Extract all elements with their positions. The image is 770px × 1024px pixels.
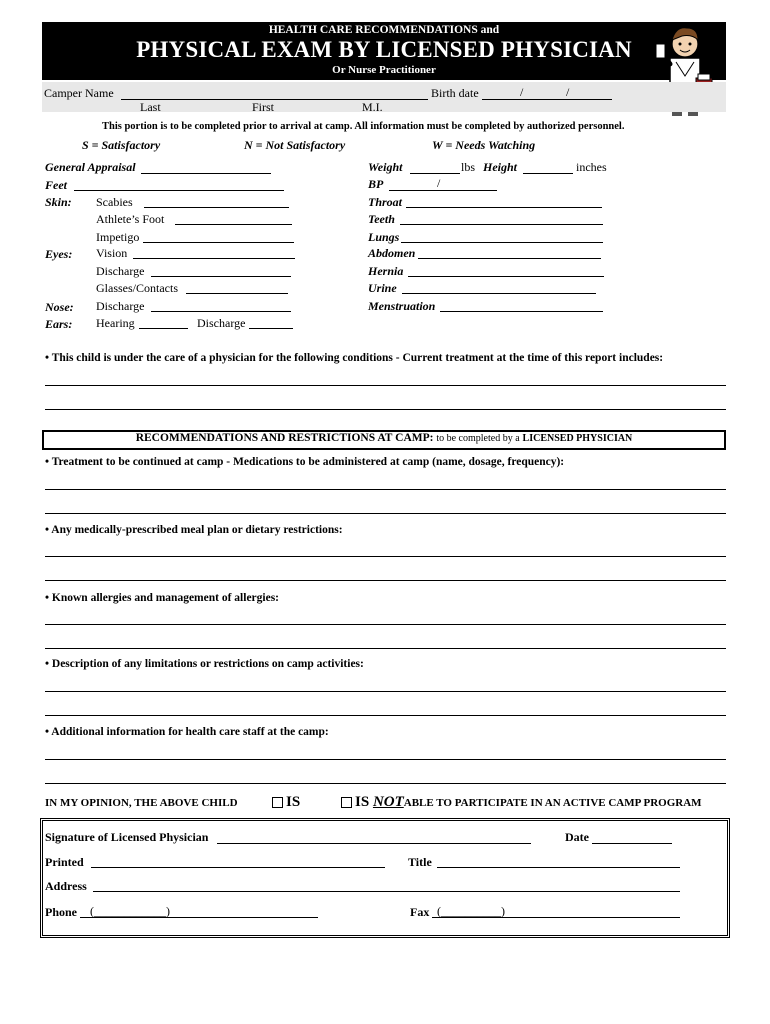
recommendations-label: RECOMMENDATIONS AND RESTRICTIONS AT CAMP: — [135, 432, 434, 444]
glasses-contacts-label: Glasses/Contacts — [96, 281, 178, 295]
hearing-field[interactable] — [139, 328, 188, 329]
opinion-is-option[interactable] — [272, 794, 300, 811]
fax-area-code: (__________) — [437, 904, 505, 918]
legend-needs-watching: W = Needs Watching — [432, 138, 536, 152]
hearing-label: Hearing — [96, 316, 135, 330]
scabies-label: Scabies — [96, 195, 133, 209]
medications-line-1[interactable] — [45, 489, 726, 490]
eyes-label: Eyes: — [45, 247, 73, 261]
teeth-field[interactable] — [400, 224, 603, 225]
weight-field[interactable] — [410, 173, 460, 174]
scabies-field[interactable] — [144, 207, 289, 208]
form-title: PHYSICAL EXAM BY LICENSED PHYSICIAN — [136, 37, 632, 62]
hernia-label: Hernia — [368, 264, 404, 278]
bp-label: BP — [368, 177, 384, 191]
birth-date-field[interactable] — [482, 99, 612, 100]
bp-slash: / — [437, 176, 441, 190]
nose-discharge-field[interactable] — [151, 311, 291, 312]
phone-field[interactable] — [80, 917, 318, 918]
birth-date-slash-2: / — [566, 85, 570, 99]
care-answer-line-2[interactable] — [45, 409, 726, 410]
limitations-line-2[interactable] — [45, 715, 726, 716]
throat-label: Throat — [368, 195, 403, 209]
eye-discharge-label: Discharge — [96, 264, 145, 278]
teeth-label: Teeth — [368, 212, 395, 226]
title-field[interactable] — [437, 867, 680, 868]
diet-line-2[interactable] — [45, 580, 726, 581]
feet-label: Feet — [45, 178, 67, 192]
lungs-label: Lungs — [368, 230, 400, 244]
limitations-line-1[interactable] — [45, 691, 726, 692]
first-label: First — [252, 100, 275, 114]
last-label: Last — [140, 100, 161, 114]
impetigo-field[interactable] — [143, 242, 294, 243]
opinion-rest: ABLE TO PARTICIPATE IN AN ACTIVE CAMP PROGRAM — [403, 797, 702, 809]
mi-label: M.I. — [362, 100, 383, 114]
date-label: Date — [565, 830, 589, 844]
birth-date-slash-1: / — [520, 85, 524, 99]
recommendations-note: to be completed by a — [436, 433, 520, 444]
header-top-line: HEALTH CARE RECOMMENDATIONS and — [268, 24, 500, 36]
allergies-line-1[interactable] — [45, 624, 726, 625]
vision-field[interactable] — [133, 258, 295, 259]
recommendations-who: LICENSED PHYSICIAN — [522, 433, 633, 444]
fax-label: Fax — [410, 905, 430, 919]
form-header — [42, 22, 726, 80]
bp-field[interactable] — [389, 190, 497, 191]
question-additional: • Additional information for health care staff at the camp: — [45, 726, 329, 738]
phone-area-code: (____________) — [90, 904, 170, 918]
title-label: Title — [408, 855, 432, 869]
care-question: • This child is under the care of a physician for the following conditions - Current treatment at the time of this report includes: — [45, 352, 664, 364]
address-field[interactable] — [93, 891, 680, 892]
address-label: Address — [45, 879, 87, 893]
fax-field[interactable] — [432, 917, 680, 918]
form-subtitle: Or Nurse Practitioner — [332, 64, 436, 76]
menstruation-field[interactable] — [440, 311, 603, 312]
is-not-label: IS — [355, 794, 370, 810]
ear-discharge-field[interactable] — [249, 328, 293, 329]
legend-not-satisfactory: N = Not Satisfactory — [244, 138, 346, 152]
legend-satisfactory: S = Satisfactory — [82, 138, 161, 152]
question-limitations: • Description of any limitations or restrictions on camp activities: — [45, 658, 364, 670]
is-not-checkbox[interactable] — [341, 797, 352, 808]
instructions-text: This portion is to be completed prior to arrival at camp. All information must be completed by authorized personnel. — [102, 121, 625, 132]
weight-label: Weight — [368, 160, 403, 174]
camper-name-label: Camper Name — [44, 86, 114, 100]
lbs-label: lbs — [461, 160, 476, 174]
medications-line-2[interactable] — [45, 513, 726, 514]
opinion-is-not-option[interactable] — [341, 794, 702, 811]
height-label: Height — [483, 160, 518, 174]
question-diet: • Any medically-prescribed meal plan or dietary restrictions: — [45, 524, 343, 536]
ear-discharge-label: Discharge — [197, 316, 246, 330]
birth-date-label: Birth date — [431, 86, 479, 100]
athletes-foot-label: Athlete’s Foot — [96, 212, 165, 226]
feet-field[interactable] — [74, 190, 284, 191]
recommendations-header — [42, 430, 726, 450]
camper-name-row — [44, 86, 114, 101]
question-medications: • Treatment to be continued at camp - Medications to be administered at camp (name, dosage, frequency): — [45, 456, 565, 468]
allergies-line-2[interactable] — [45, 648, 726, 649]
printed-label: Printed — [45, 855, 84, 869]
ears-label: Ears: — [45, 317, 73, 331]
not-label: NOT — [372, 794, 404, 810]
hernia-field[interactable] — [408, 276, 604, 277]
urine-label: Urine — [368, 281, 397, 295]
athletes-foot-field[interactable] — [175, 224, 292, 225]
general-appraisal-field[interactable] — [141, 173, 271, 174]
glasses-contacts-field[interactable] — [186, 293, 288, 294]
height-field[interactable] — [523, 173, 573, 174]
additional-line-1[interactable] — [45, 759, 726, 760]
diet-line-1[interactable] — [45, 556, 726, 557]
phone-label: Phone — [45, 905, 78, 919]
nose-label: Nose: — [45, 300, 74, 314]
throat-field[interactable] — [406, 207, 602, 208]
urine-field[interactable] — [402, 293, 596, 294]
signature-label: Signature of Licensed Physician — [45, 830, 209, 844]
nose-discharge-label: Discharge — [96, 299, 145, 313]
question-allergies: • Known allergies and management of allergies: — [45, 592, 280, 604]
opinion-lead: IN MY OPINION, THE ABOVE CHILD — [45, 797, 238, 809]
inches-label: inches — [576, 160, 607, 174]
lungs-field[interactable] — [401, 242, 603, 243]
abdomen-field[interactable] — [418, 258, 601, 259]
abdomen-label: Abdomen — [368, 246, 416, 260]
general-appraisal-label: General Appraisal — [45, 160, 136, 174]
is-label: IS — [286, 794, 301, 810]
menstruation-label: Menstruation — [368, 299, 436, 313]
additional-line-2[interactable] — [45, 783, 726, 784]
care-answer-line-1[interactable] — [45, 385, 726, 386]
is-checkbox[interactable] — [272, 797, 283, 808]
printed-name-field[interactable] — [91, 867, 385, 868]
impetigo-label: Impetigo — [96, 230, 140, 244]
vision-label: Vision — [96, 246, 128, 260]
eye-discharge-field[interactable] — [151, 276, 291, 277]
skin-label: Skin: — [45, 195, 72, 209]
signature-field[interactable] — [217, 843, 531, 844]
date-field[interactable] — [592, 843, 672, 844]
